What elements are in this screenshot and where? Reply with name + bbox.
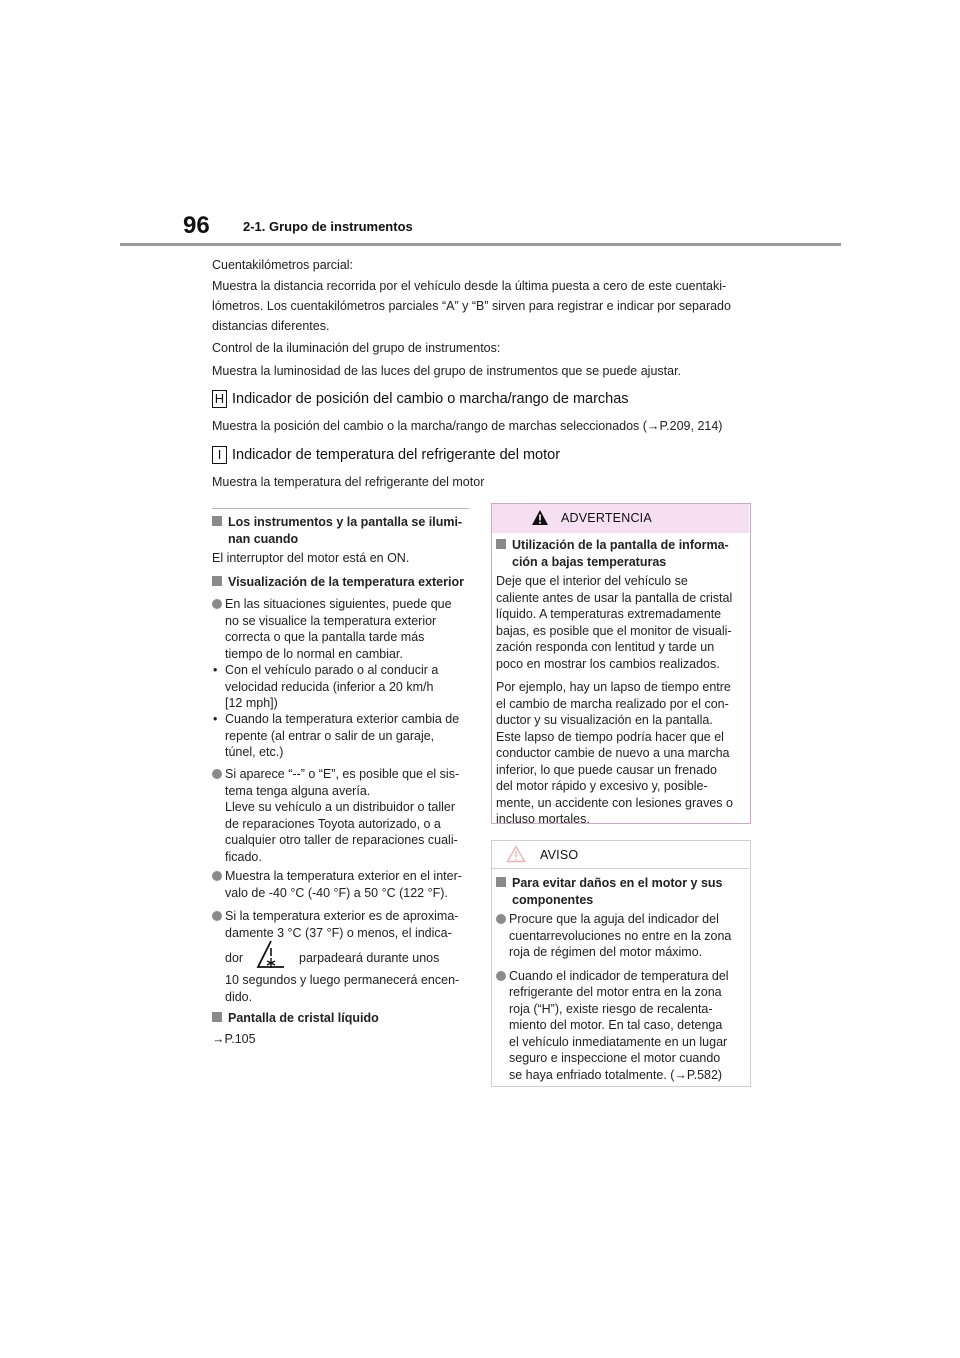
coolant-temp-heading: Indicador de temperatura del refrigerante del motor [232, 447, 561, 463]
circle-bullet-icon [212, 769, 222, 779]
sub-bullet-temp-change: • Cuando la temperatura exterior cambia de repente (al entrar o salir de un garaje, túnel, etc.) [213, 712, 460, 759]
warning-triangle-icon [531, 509, 549, 526]
warning-paragraph-2: Por ejemplo, hay un lapso de tiempo entre el cambio de marcha realizado por el con- ductor y su visualización en la pantalla. Este lapso de tiempo podría hacer que el conductor cambie de nuevo a una marcha inferior, lo que puede causar un frenado del motor rápido y excesivo y, posible- mente, un accidente con lesiones graves o incluso mortales. [496, 680, 733, 826]
square-bullet-icon [496, 877, 506, 887]
trip-meter-line-2: lómetros. Los cuentakilómetros parciales “A” y “B” sirven para registrar e indicar por separado [212, 299, 731, 313]
bullet-range: Muestra la temperatura exterior en el inter- valo de -40 °C (-40 °F) a 50 °C (122 °F). [212, 868, 470, 901]
square-bullet-icon [496, 539, 506, 549]
ice-warning-icon [254, 940, 288, 970]
sub-bullet-slow-speed: • Con el vehículo parado o al conducir a velocidad reducida (inferior a 20 km/h [12 mph]) [213, 663, 439, 710]
circle-bullet-icon [212, 599, 222, 609]
engine-on-text: El interruptor del motor está en ON. [212, 551, 410, 565]
coolant-temp-text: Muestra la temperatura del refrigerante del motor [212, 475, 485, 489]
circle-bullet-icon [496, 971, 506, 981]
page-number: 96 [183, 212, 210, 239]
bullet-ice-warning: Si la temperatura exterior es de aproxima- damente 3 °C (37 °F) o menos, el indica- dor parpadeará durante unos 10 segundos y luego permanecerá encen- dido. [212, 908, 470, 1005]
caution-triangle-icon [506, 845, 526, 863]
lcd-heading: Pantalla de cristal líquido [212, 1010, 379, 1027]
illumination-text: Muestra la luminosidad de las luces del grupo de instrumentos que se puede ajustar. [212, 364, 682, 378]
warning-paragraph-1: Deje que el interior del vehículo se caliente antes de usar la pantalla de cristal líquido. A temperaturas extremadamente bajas, es posible que el monitor de visuali- zación responda con lentitud y tarde un poco en mostrar los cambios realizados. [496, 574, 733, 671]
circle-bullet-icon [212, 871, 222, 881]
warning-title: ADVERTENCIA [561, 511, 652, 525]
warning-header [492, 504, 749, 533]
notice-bullet-overheat: Cuando el indicador de temperatura del refrigerante del motor entra en la zona roja (“H”), existe riesgo de recalenta- miento del motor. En tal caso, detenga el vehículo inmediatamente en un lugar seguro e inspeccione el motor cuando se haya enfriado totalmente. (→P.582) [496, 968, 746, 1084]
bullet-malfunction: Si aparece “--” o “E”, es posible que el sis- tema tenga alguna avería. Lleve su vehículo a un distribuidor o taller de reparaciones Toyota autorizado, o a cualquier otro taller de reparaciones cuali- ficado. [212, 766, 470, 865]
square-bullet-icon [212, 516, 222, 526]
notice-content [496, 875, 746, 1083]
warning-content [496, 537, 746, 828]
notice-divider [492, 868, 749, 869]
section-letter-i: I [212, 446, 227, 464]
square-bullet-icon [212, 576, 222, 586]
section-letter-h: H [212, 390, 227, 408]
notice-heading: Para evitar daños en el motor y sus componentes [496, 875, 746, 908]
bullet-situations: En las situaciones siguientes, puede que no se visualice la temperatura exterior correcta o que la pantalla tarde más tiempo de lo normal en cambiar. [212, 596, 470, 662]
gear-indicator-heading: Indicador de posición del cambio o marcha/rango de marchas [232, 391, 629, 407]
warning-heading: Utilización de la pantalla de informa- ción a bajas temperaturas [496, 537, 746, 570]
gear-indicator-text: Muestra la posición del cambio o la marcha/rango de marchas seleccionados (→P.209, 214) [212, 419, 723, 433]
square-bullet-icon [212, 1012, 222, 1022]
lcd-page-ref: →P.105 [212, 1032, 256, 1046]
illumination-title: Control de la iluminación del grupo de instrumentos: [212, 341, 501, 355]
trip-meter-line-1: Muestra la distancia recorrida por el vehículo desde la última puesta a cero de este cuentaki- [212, 279, 727, 293]
outside-temp-heading: Visualización de la temperatura exterior [212, 574, 464, 591]
section-title: 2-1. Grupo de instrumentos [243, 219, 413, 234]
notice-bullet-tachometer: Procure que la aguja del indicador del cuentarrevoluciones no entre en la zona roja de régimen del motor máximo. [496, 911, 746, 961]
notice-title: AVISO [540, 848, 579, 862]
circle-bullet-icon [496, 914, 506, 924]
trip-meter-title: Cuentakilómetros parcial: [212, 258, 354, 272]
circle-bullet-icon [212, 911, 222, 921]
left-column-divider [212, 508, 469, 509]
header-rule [120, 243, 841, 246]
trip-meter-line-3: distancias diferentes. [212, 319, 330, 333]
instruments-heading: Los instrumentos y la pantalla se ilumi- nan cuando [212, 514, 462, 547]
